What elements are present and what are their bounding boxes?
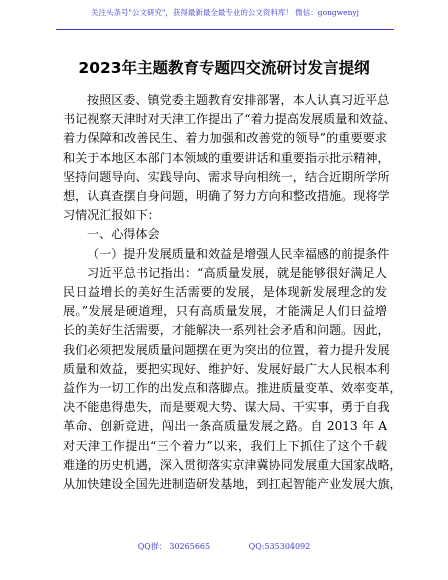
body-paragraph [63, 264, 402, 494]
footer-qq-group: QQ群： 30265665 [137, 542, 211, 551]
text-line: 民日益增长的美好生活需要的发展，是体现新发展理念的发 [63, 285, 387, 300]
intro-paragraph [63, 91, 396, 225]
text-line: 益作为一切工作的出发点和落脚点。推进质量变革、效率变革， [63, 381, 402, 396]
text-line: 按照区委、镇党委主题教育安排部署，本人认真习近平总 [87, 93, 390, 107]
document-title: 2023年主题教育专题四交流研讨发言提纲 [78, 59, 370, 77]
text-line: 着力保障和改善民生、着力加强和改善党的领导”的重要要求 [63, 131, 387, 146]
text-line: 习近平总书记指出：“高质量发展，就是能够很好满足人 [87, 265, 387, 280]
text-line: 和关于本地区本部门本领域的重要讲话和重要指示批示精神， [63, 150, 390, 165]
footer-contact [0, 542, 448, 552]
text-line: 书记视察天津时对天津工作提出了“着力提高发展质量和效益、 [63, 112, 396, 127]
text-line: 想，认真查摆自身问题，明确了努力方向和整改措施。现将学 [63, 189, 390, 204]
footer-qq: QQ:535304092 [248, 542, 311, 551]
text-line: 长的美好生活需要，才能解决一系列社会矛盾和问题。因此， [63, 323, 390, 338]
text-line: 难逢的历史机遇，深入贯彻落实京津冀协同发展重大国家战略， [63, 457, 402, 472]
text-line: 从加快建设全国先进制造研发基地，到扛起智能产业发展大旗， [63, 477, 402, 492]
header-banner: 关注头条号"公文研究"，获得最新最全最专业的公文资料库！ 微信：gongwenyj [91, 8, 359, 17]
document-body [63, 91, 402, 494]
text-line: 决不能患得患失，而是要观大势、谋大局、干实事，勇于自我 [63, 400, 390, 415]
subsection-heading: （一）提升发展质量和效益是增强人民幸福感的前提条件 [87, 246, 390, 261]
text-line: 质量和效益，要把实现好、维护好、发展好最广大人民根本利 [63, 361, 390, 376]
text-line: 对天津工作提出“三个着力”以来，我们上下抓住了这个千载 [63, 438, 387, 453]
text-line: 展。”发展是硬道理，只有高质量发展，才能满足人们日益增 [63, 304, 387, 319]
header-divider [56, 29, 394, 30]
text-line: 我们必须把发展质量问题摆在更为突出的位置，着力提升发展 [63, 342, 390, 357]
text-line: 坚持问题导向、实践导向、需求导向相统一，结合近期所学所 [63, 169, 390, 184]
text-line: 革命、创新竞进，闯出一条高质量发展之路。自 2013 年 A [63, 419, 387, 434]
text-line: 习情况汇报如下： [63, 208, 160, 223]
section-heading: 一、心得体会 [87, 227, 160, 242]
